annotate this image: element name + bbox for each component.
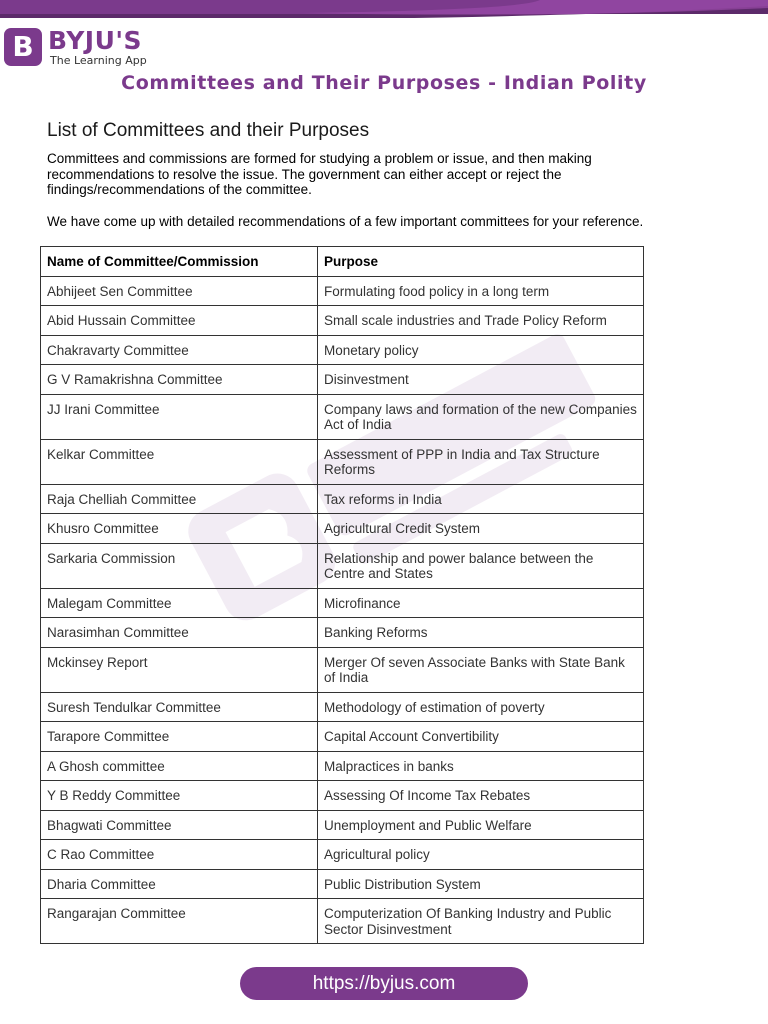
table-row — [41, 484, 644, 514]
committee-purpose-cell: Public Distribution System — [318, 869, 644, 899]
footer-website-link[interactable]: https://byjus.com — [240, 967, 528, 1000]
committee-purpose-cell: Agricultural Credit System — [318, 514, 644, 544]
committee-purpose-cell: Microfinance — [318, 588, 644, 618]
committee-purpose-cell: Agricultural policy — [318, 840, 644, 870]
table-header-row — [41, 247, 644, 277]
table-row — [41, 810, 644, 840]
committee-name-cell: C Rao Committee — [41, 840, 318, 870]
document-title: Committees and Their Purposes - Indian Polity — [121, 72, 647, 94]
table-row — [41, 514, 644, 544]
brand-name: BYJU'S — [48, 26, 143, 55]
committee-purpose-cell: Relationship and power balance between the Centre and States — [318, 543, 644, 588]
committee-purpose-cell: Assessing Of Income Tax Rebates — [318, 781, 644, 811]
intro-paragraph: Committees and commissions are formed for studying a problem or issue, and then making recommendations to resolve the issue. The government can either accept or reject the findings/recommendations of the committee. — [47, 151, 592, 197]
committee-name-cell: Chakravarty Committee — [41, 335, 318, 365]
table-row — [41, 588, 644, 618]
committee-purpose-cell: Assessment of PPP in India and Tax Structure Reforms — [318, 439, 644, 484]
committee-name-cell: JJ Irani Committee — [41, 394, 318, 439]
committee-name-cell: Raja Chelliah Committee — [41, 484, 318, 514]
committee-purpose-cell: Malpractices in banks — [318, 751, 644, 781]
committee-name-cell: A Ghosh committee — [41, 751, 318, 781]
committees-table — [40, 246, 644, 944]
logo-letter: B — [12, 30, 34, 63]
table-row — [41, 306, 644, 336]
logo-mark-icon — [4, 28, 42, 66]
column-header-purpose: Purpose — [318, 247, 644, 277]
committee-purpose-cell: Tax reforms in India — [318, 484, 644, 514]
committee-purpose-cell: Disinvestment — [318, 365, 644, 395]
committee-name-cell: Tarapore Committee — [41, 722, 318, 752]
committee-name-cell: Abid Hussain Committee — [41, 306, 318, 336]
table-row — [41, 276, 644, 306]
committee-name-cell: Y B Reddy Committee — [41, 781, 318, 811]
committee-purpose-cell: Unemployment and Public Welfare — [318, 810, 644, 840]
table-row — [41, 365, 644, 395]
committee-name-cell: G V Ramakrishna Committee — [41, 365, 318, 395]
committee-name-cell: Mckinsey Report — [41, 647, 318, 692]
intro-paragraph: We have come up with detailed recommendations of a few important committees for your reference. — [47, 213, 644, 229]
committee-name-cell: Dharia Committee — [41, 869, 318, 899]
brand-logo[interactable] — [4, 28, 154, 70]
committee-name-cell: Suresh Tendulkar Committee — [41, 692, 318, 722]
committee-purpose-cell: Merger Of seven Associate Banks with State Bank of India — [318, 647, 644, 692]
table-row — [41, 647, 644, 692]
committee-purpose-cell: Capital Account Convertibility — [318, 722, 644, 752]
table-row — [41, 722, 644, 752]
committee-name-cell: Sarkaria Commission — [41, 543, 318, 588]
section-heading: List of Committees and their Purposes — [47, 120, 370, 141]
committee-name-cell: Kelkar Committee — [41, 439, 318, 484]
committee-name-cell: Malegam Committee — [41, 588, 318, 618]
committee-purpose-cell: Company laws and formation of the new Companies Act of India — [318, 394, 644, 439]
table-row — [41, 899, 644, 944]
table-row — [41, 335, 644, 365]
brand-tagline: The Learning App — [50, 54, 147, 67]
header-decorative-bar — [0, 0, 768, 22]
committee-purpose-cell: Banking Reforms — [318, 618, 644, 648]
committee-purpose-cell: Computerization Of Banking Industry and Public Sector Disinvestment — [318, 899, 644, 944]
committee-purpose-cell: Formulating food policy in a long term — [318, 276, 644, 306]
column-header-name: Name of Committee/Commission — [41, 247, 318, 277]
committee-purpose-cell: Monetary policy — [318, 335, 644, 365]
table-row — [41, 840, 644, 870]
table-row — [41, 618, 644, 648]
table-row — [41, 394, 644, 439]
table-row — [41, 692, 644, 722]
committee-purpose-cell: Small scale industries and Trade Policy Reform — [318, 306, 644, 336]
table-row — [41, 439, 644, 484]
table-row — [41, 543, 644, 588]
intro-text — [47, 151, 687, 229]
table-row — [41, 781, 644, 811]
committee-name-cell: Narasimhan Committee — [41, 618, 318, 648]
committee-name-cell: Khusro Committee — [41, 514, 318, 544]
committee-name-cell: Abhijeet Sen Committee — [41, 276, 318, 306]
committee-name-cell: Bhagwati Committee — [41, 810, 318, 840]
table-row — [41, 751, 644, 781]
table-row — [41, 869, 644, 899]
committee-purpose-cell: Methodology of estimation of poverty — [318, 692, 644, 722]
committee-name-cell: Rangarajan Committee — [41, 899, 318, 944]
